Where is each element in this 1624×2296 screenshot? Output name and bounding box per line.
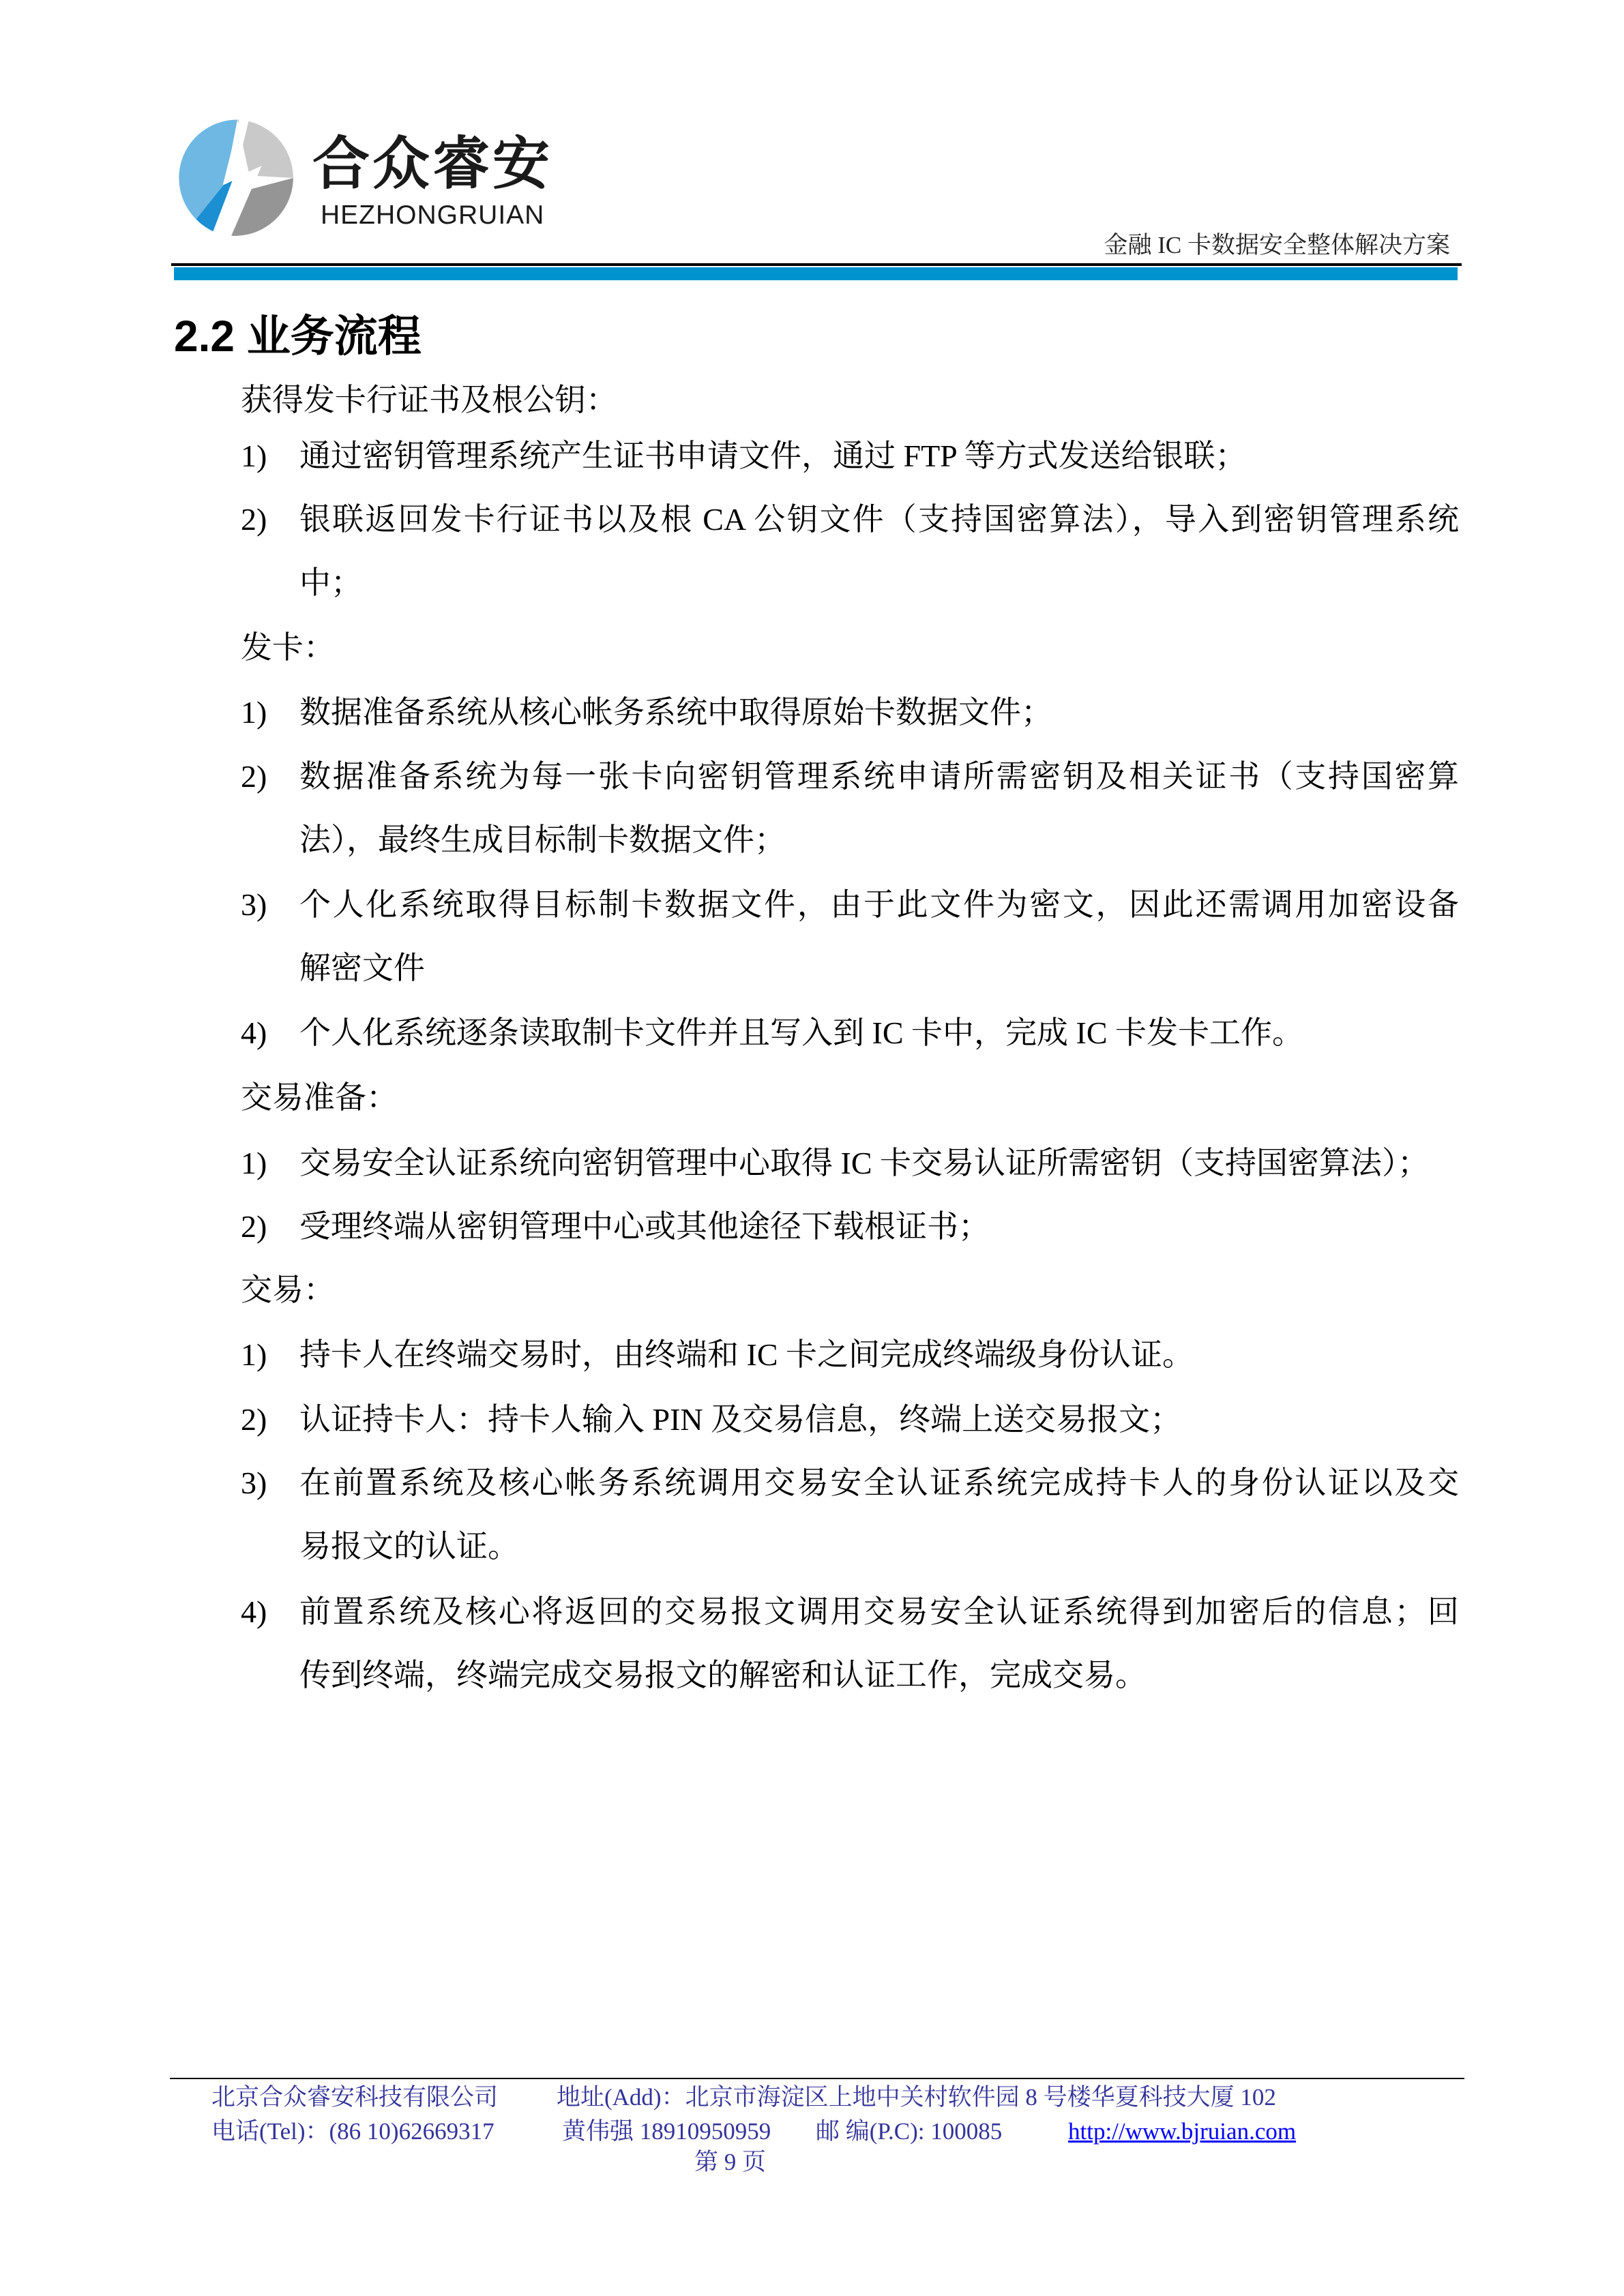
list-item-text: 在前置系统及核心帐务系统调用交易安全认证系统完成持卡人的身份认证以及交: [299, 1465, 1459, 1500]
page-number: 第 9 页: [694, 2149, 767, 2175]
list-item-text: 解密文件: [299, 951, 425, 985]
logo-english-name: HEZHONGRUIAN: [321, 200, 545, 230]
list-item-text: 银联返回发卡行证书以及根 CA 公钥文件（支持国密算法），导入到密钥管理系统: [299, 502, 1459, 537]
list-item-text: 持卡人在终端交易时，由终端和 IC 卡之间完成终端级身份认证。: [299, 1337, 1194, 1372]
list-item-number: 3): [241, 887, 267, 922]
footer-rule: [170, 2078, 1464, 2079]
group-intro: 交易：: [241, 1272, 335, 1307]
footer-company: 北京合众睿安科技有限公司: [211, 2084, 499, 2111]
group-intro: 发卡：: [241, 630, 335, 665]
group-intro: 获得发卡行证书及根公钥：: [241, 383, 617, 417]
list-item-text: 数据准备系统从核心帐务系统中取得原始卡数据文件；: [299, 695, 1052, 730]
list-item-number: 1): [241, 1337, 267, 1372]
list-item-number: 1): [241, 695, 267, 730]
list-item-text: 易报文的认证。: [299, 1529, 519, 1564]
list-item-number: 3): [241, 1465, 267, 1500]
logo-chinese-name: 合众睿安: [312, 130, 553, 197]
footer-postcode: 邮 编(P.C): 100085: [816, 2118, 1003, 2145]
document-title: 金融 IC 卡数据安全整体解决方案: [1104, 232, 1450, 258]
list-item-text: 个人化系统取得目标制卡数据文件，由于此文件为密文，因此还需调用加密设备: [299, 887, 1459, 922]
section-heading: 2.2 业务流程: [174, 312, 422, 361]
list-item-number: 1): [241, 1146, 267, 1180]
list-item-number: 4): [241, 1015, 267, 1050]
company-logo-icon: [176, 117, 299, 239]
list-item-text: 个人化系统逐条读取制卡文件并且写入到 IC 卡中，完成 IC 卡发卡工作。: [299, 1015, 1303, 1050]
list-item-number: 2): [241, 1402, 267, 1437]
footer-website-link[interactable]: http://www.bjruian.com: [1068, 2118, 1297, 2145]
header-rule: [171, 263, 1462, 266]
list-item-number: 1): [241, 438, 267, 473]
header-band: [174, 267, 1458, 280]
list-item-text: 交易安全认证系统向密钥管理中心取得 IC 卡交易认证所需密钥（支持国密算法）；: [299, 1146, 1429, 1180]
list-item-text: 数据准备系统为每一张卡向密钥管理系统申请所需密钥及相关证书（支持国密算: [299, 759, 1459, 794]
list-item-text: 前置系统及核心将返回的交易报文调用交易安全认证系统得到加密后的信息；回: [299, 1594, 1459, 1629]
list-item-number: 2): [241, 502, 267, 537]
footer-contact: 黄伟强 18910950959: [562, 2118, 771, 2145]
list-item-text: 传到终端，终端完成交易报文的解密和认证工作，完成交易。: [299, 1658, 1147, 1693]
list-item-text: 认证持卡人：持卡人输入 PIN 及交易信息，终端上送交易报文；: [299, 1402, 1182, 1437]
footer-address: 地址(Add)：北京市海淀区上地中关村软件园 8 号楼华夏科技大厦 102: [557, 2084, 1276, 2111]
list-item-text: 受理终端从密钥管理中心或其他途径下载根证书；: [299, 1209, 990, 1244]
list-item-text: 中；: [299, 565, 362, 600]
footer-phone: 电话(Tel)：(86 10)62669317: [211, 2118, 494, 2145]
group-intro: 交易准备：: [241, 1080, 398, 1115]
list-item-number: 2): [241, 759, 267, 794]
list-item-text: 通过密钥管理系统产生证书申请文件，通过 FTP 等方式发送给银联；: [299, 438, 1247, 473]
list-item-number: 2): [241, 1209, 267, 1244]
list-item-number: 4): [241, 1594, 267, 1629]
list-item-text: 法），最终生成目标制卡数据文件；: [299, 822, 786, 857]
